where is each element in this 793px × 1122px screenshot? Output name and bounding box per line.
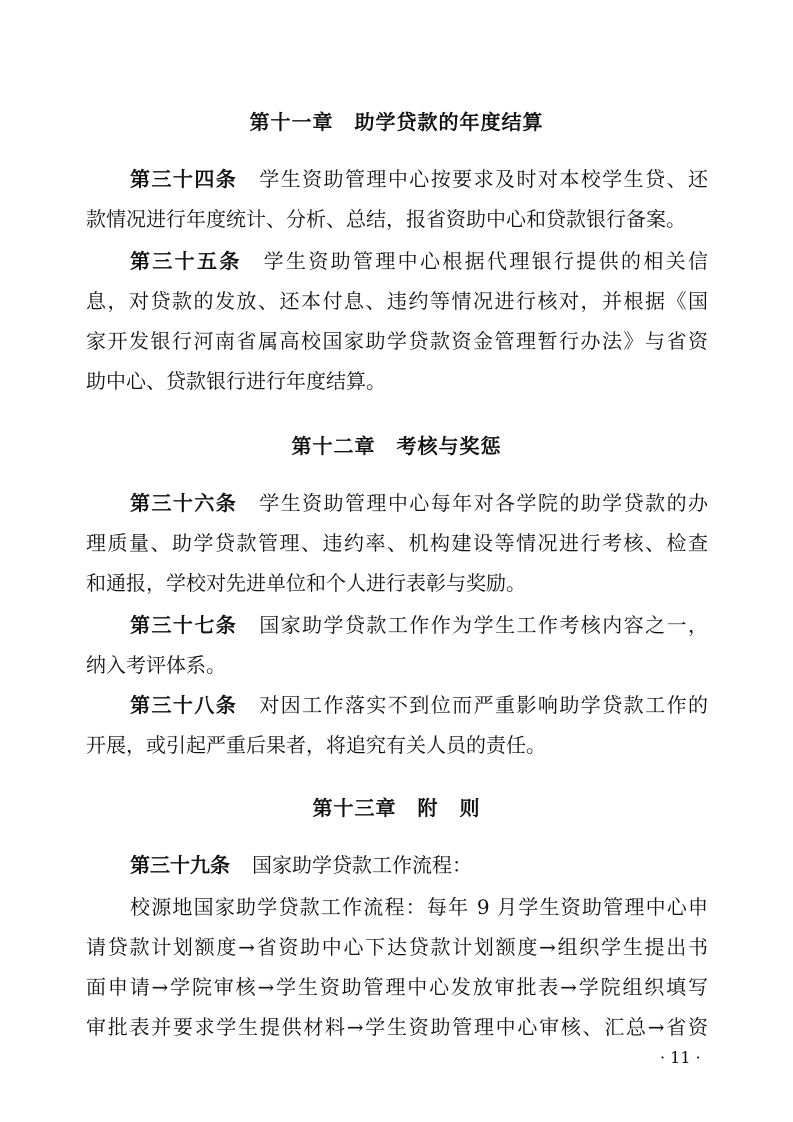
article-37-line-2: 纳入考评体系。 [86,653,226,677]
article-39-label: 第三十九条 [130,853,230,877]
page-number: · 11 · [660,1048,701,1067]
article-35-line-1: 第三十五条 学生资助管理中心根据代理银行提供的相关信 [130,249,709,273]
article-35-label: 第三十五条 [130,249,242,273]
article-34-label: 第三十四条 [130,167,238,191]
article-34-line-2: 款情况进行年度统计、分析、总结，报省资助中心和贷款银行备案。 [86,207,686,231]
article-35-line-4: 助中心、贷款银行进行年度结算。 [86,369,386,393]
flow-line-2: 请贷款计划额度→省资助中心下达贷款计划额度→组织学生提出书 [86,935,708,959]
article-36-line-3: 和通报，学校对先进单位和个人进行表彰与奖励。 [86,571,526,595]
article-35-line-3: 家开发银行河南省属高校国家助学贷款资金管理暂行办法》与省资 [86,329,708,353]
article-36-line-2: 理质量、助学贷款管理、违约率、机构建设等情况进行考核、检查 [86,531,708,555]
article-37-label: 第三十七条 [130,613,238,637]
article-38-label: 第三十八条 [130,693,238,717]
flow-line-4: 审批表并要求学生提供材料→学生资助管理中心审核、汇总→省资 [86,1015,708,1039]
chapter-11-title: 第十一章 助学贷款的年度结算 [249,110,544,134]
article-38-line-2: 开展，或引起严重后果者，将追究有关人员的责任。 [86,733,546,757]
article-35-line-2: 息，对贷款的发放、还本付息、违约等情况进行核对，并根据《国 [86,289,708,313]
article-38-line-1: 第三十八条 对因工作落实不到位而严重影响助学贷款工作的 [130,693,709,717]
chapter-12-title: 第十二章 考核与奖惩 [291,434,502,458]
article-36-line-1: 第三十六条 学生资助管理中心每年对各学院的助学贷款的办 [130,491,709,515]
article-37-line-1: 第三十七条 国家助学贷款工作作为学生工作考核内容之一， [130,613,709,637]
flow-line-1: 校源地国家助学贷款工作流程：每年 9 月学生资助管理中心申 [130,895,708,919]
article-39-line-1: 第三十九条 国家助学贷款工作流程： [130,853,472,877]
flow-line-3: 面申请→学院审核→学生资助管理中心发放审批表→学院组织填写 [86,975,708,999]
article-36-label: 第三十六条 [130,491,238,515]
article-34-line-1: 第三十四条 学生资助管理中心按要求及时对本校学生贷、还 [130,167,709,191]
chapter-13-title: 第十三章 附 则 [312,796,481,820]
